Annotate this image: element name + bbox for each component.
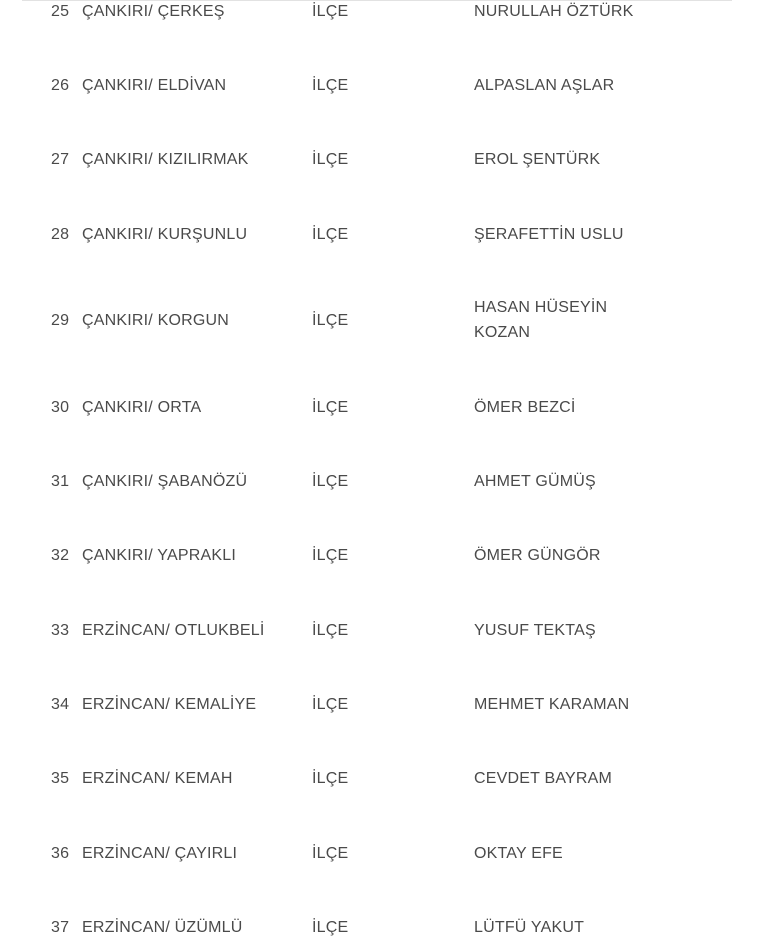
row-type: İLÇE xyxy=(312,312,349,329)
row-type: İLÇE xyxy=(312,622,349,639)
row-number: 35 xyxy=(51,770,70,787)
row-type: İLÇE xyxy=(312,473,349,490)
row-name: AHMET GÜMÜŞ xyxy=(474,473,596,490)
row-name: HASAN HÜSEYİN KOZAN xyxy=(474,299,608,341)
row-location: ERZİNCAN/ ÜZÜMLÜ xyxy=(82,919,243,936)
row-number: 27 xyxy=(51,151,70,168)
row-name: LÜTFÜ YAKUT xyxy=(474,919,585,936)
row-location: ÇANKIRI/ ÇERKEŞ xyxy=(82,3,225,20)
row-number: 26 xyxy=(51,77,70,94)
row-location: ERZİNCAN/ ÇAYIRLI xyxy=(82,845,238,862)
row-type: İLÇE xyxy=(312,3,349,20)
row-number: 34 xyxy=(51,696,70,713)
row-name: CEVDET BAYRAM xyxy=(474,770,613,787)
row-location: ÇANKIRI/ KIZILIRMAK xyxy=(82,151,249,168)
row-type: İLÇE xyxy=(312,919,349,936)
row-location: ÇANKIRI/ KURŞUNLU xyxy=(82,226,248,243)
row-location: ÇANKIRI/ KORGUN xyxy=(82,312,230,329)
row-type: İLÇE xyxy=(312,226,349,243)
row-type: İLÇE xyxy=(312,696,349,713)
row-number: 29 xyxy=(51,312,70,329)
row-type: İLÇE xyxy=(312,547,349,564)
row-number: 30 xyxy=(51,399,70,416)
row-location: ÇANKIRI/ YAPRAKLI xyxy=(82,547,236,564)
row-location: ÇANKIRI/ ORTA xyxy=(82,399,202,416)
row-name: MEHMET KARAMAN xyxy=(474,696,630,713)
row-number: 32 xyxy=(51,547,70,564)
row-name: ÖMER GÜNGÖR xyxy=(474,547,601,564)
row-number: 25 xyxy=(51,3,70,20)
row-number: 31 xyxy=(51,473,70,490)
row-number: 28 xyxy=(51,226,70,243)
row-type: İLÇE xyxy=(312,845,349,862)
row-name: OKTAY EFE xyxy=(474,845,563,862)
row-name: ŞERAFETTİN USLU xyxy=(474,226,624,243)
row-type: İLÇE xyxy=(312,151,349,168)
row-location: ERZİNCAN/ KEMALİYE xyxy=(82,696,257,713)
row-type: İLÇE xyxy=(312,770,349,787)
row-type: İLÇE xyxy=(312,399,349,416)
row-name: EROL ŞENTÜRK xyxy=(474,151,601,168)
row-name: ALPASLAN AŞLAR xyxy=(474,77,615,94)
row-name: NURULLAH ÖZTÜRK xyxy=(474,3,634,20)
row-number: 37 xyxy=(51,919,70,936)
row-location: ÇANKIRI/ ŞABANÖZÜ xyxy=(82,473,248,490)
row-location: ÇANKIRI/ ELDİVAN xyxy=(82,77,227,94)
row-name: ÖMER BEZCİ xyxy=(474,399,576,416)
row-number: 36 xyxy=(51,845,70,862)
row-location: ERZİNCAN/ KEMAH xyxy=(82,770,233,787)
row-type: İLÇE xyxy=(312,77,349,94)
row-name: YUSUF TEKTAŞ xyxy=(474,622,596,639)
row-number: 33 xyxy=(51,622,70,639)
row-location: ERZİNCAN/ OTLUKBELİ xyxy=(82,622,265,639)
